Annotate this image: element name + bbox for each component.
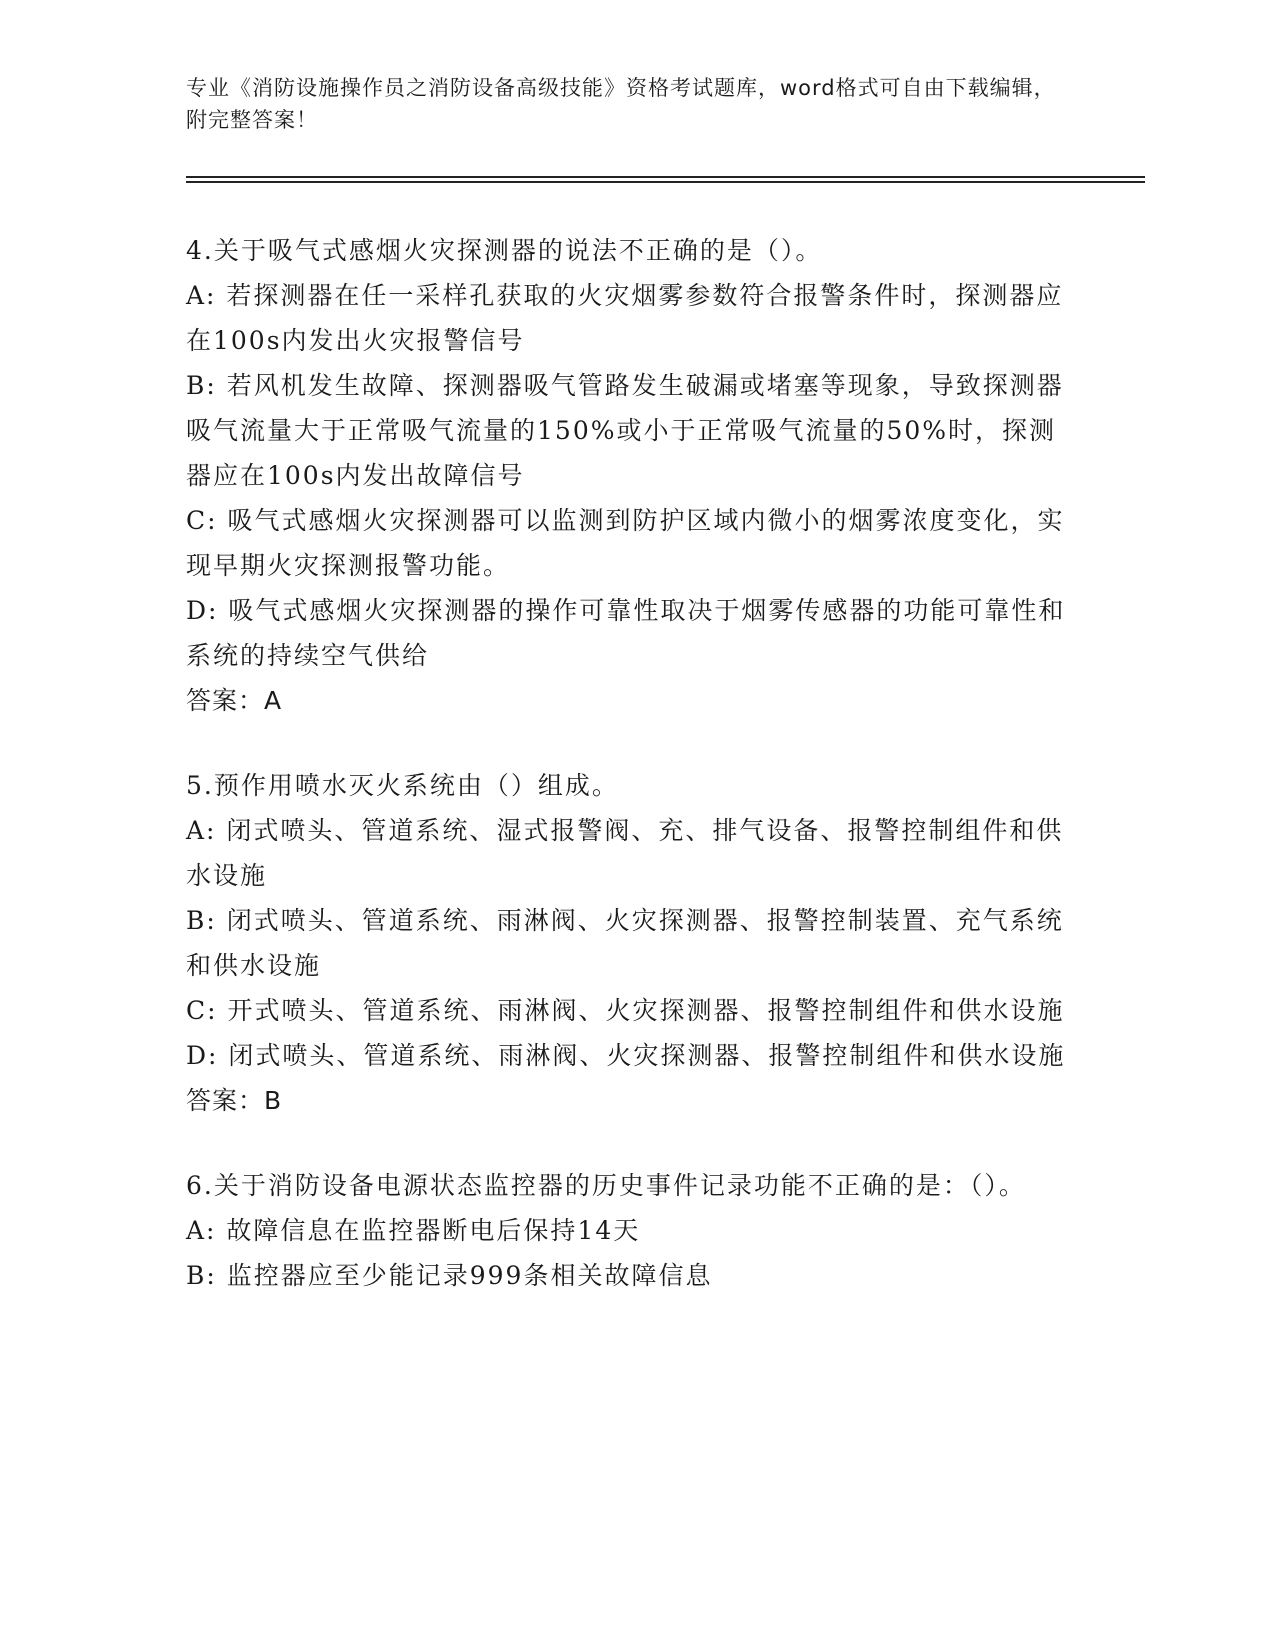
option-d: D: 闭式喷头、管道系统、雨淋阀、火灾探测器、报警控制组件和供水设施 [186, 1041, 1066, 1070]
option-a: A: 故障信息在监控器断电后保持14天 [186, 1216, 641, 1245]
header-divider-bottom [186, 181, 1145, 183]
option-b: B: 闭式喷头、管道系统、雨淋阀、火灾探测器、报警控制装置、充气系统和供水设施 [186, 906, 1064, 980]
option-b: B: 监控器应至少能记录999条相关故障信息 [186, 1261, 713, 1290]
option-d: D: 吸气式感烟火灾探测器的操作可靠性取决于烟雾传感器的功能可靠性和系统的持续空气供给 [186, 596, 1066, 670]
question-4 [186, 228, 1066, 723]
option-c: C: 吸气式感烟火灾探测器可以监测到防护区域内微小的烟雾浓度变化，实现早期火灾探测报警功能。 [186, 506, 1065, 580]
question-6 [186, 1163, 1066, 1298]
question-stem: 5.预作用喷水灭火系统由（）组成。 [186, 771, 619, 800]
option-a: A: 闭式喷头、管道系统、湿式报警阀、充、排气设备、报警控制组件和供水设施 [186, 816, 1064, 890]
document-header: 专业《消防设施操作员之消防设备高级技能》资格考试题库，word格式可自由下载编辑，附完整答案！ [186, 76, 1056, 132]
question-list [186, 228, 1066, 1338]
option-a: A: 若探测器在任一采样孔获取的火灾烟雾参数符合报警条件时，探测器应在100s内发出火灾报警信号 [186, 281, 1064, 355]
answer: 答案：B [186, 1086, 283, 1115]
question-stem: 6.关于消防设备电源状态监控器的历史事件记录功能不正确的是：（）。 [186, 1171, 1026, 1200]
question-5 [186, 763, 1066, 1123]
answer: 答案：A [186, 686, 283, 715]
option-c: C: 开式喷头、管道系统、雨淋阀、火灾探测器、报警控制组件和供水设施 [186, 996, 1065, 1025]
option-b: B: 若风机发生故障、探测器吸气管路发生破漏或堵塞等现象，导致探测器吸气流量大于正常吸气流量的150%或小于正常吸气流量的50%时，探测器应在100s内发出故障信号 [186, 371, 1064, 490]
question-stem: 4.关于吸气式感烟火灾探测器的说法不正确的是（）。 [186, 236, 823, 265]
header-divider-top [186, 176, 1145, 178]
